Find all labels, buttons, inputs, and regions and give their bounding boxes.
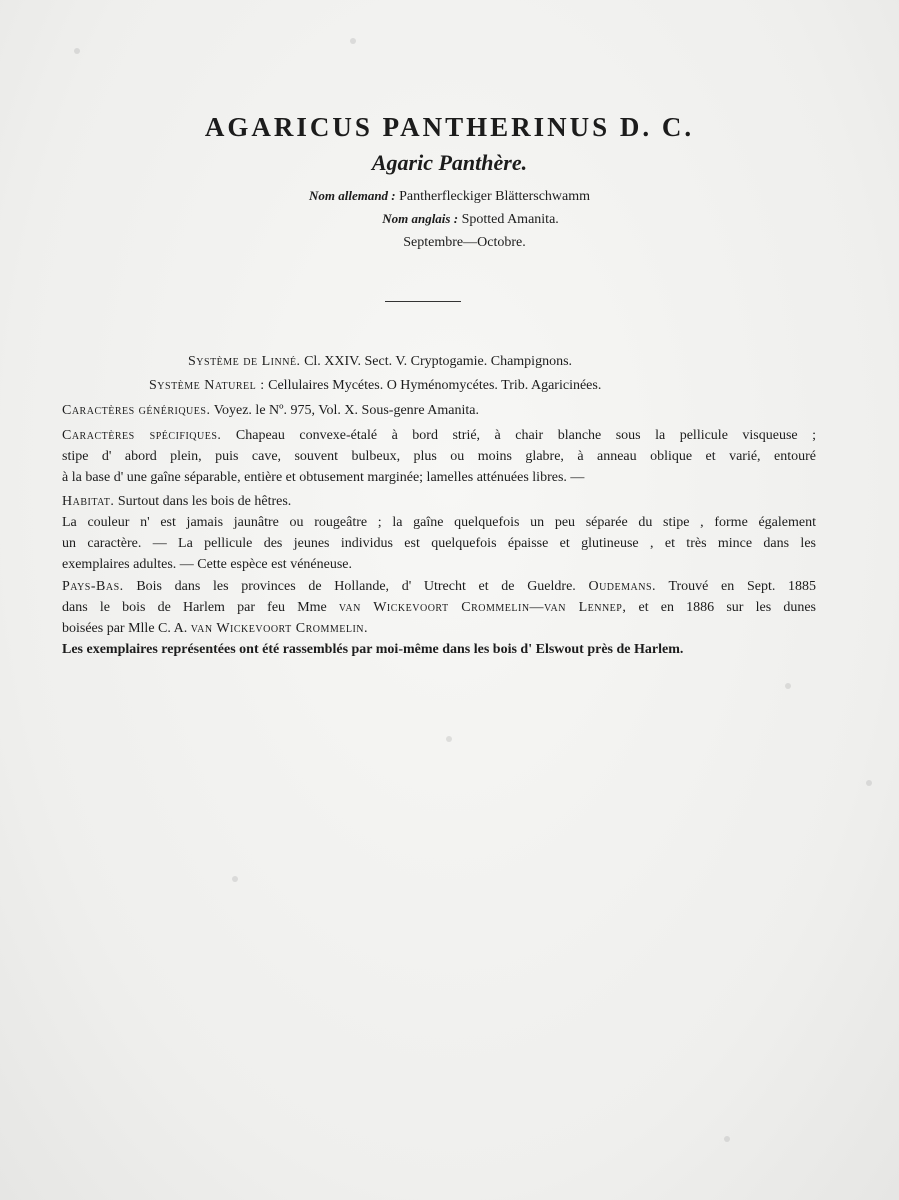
linne-line bbox=[188, 354, 572, 370]
linne-label: Système de Linné. bbox=[188, 354, 301, 369]
naturel-label: Système Naturel : bbox=[149, 378, 265, 393]
paysbas-text-3a: boisées par Mlle C. A. bbox=[62, 621, 188, 636]
naturel-text: Cellulaires Mycétes. O Hyménomycétes. Trib. Agaricinées. bbox=[268, 378, 602, 393]
german-label: Nom allemand : bbox=[308, 188, 396, 203]
specifiques-line-1 bbox=[62, 428, 816, 444]
specifiques-line-2: stipe d' abord plein, puis cave, souvent bulbeux, plus ou moins glabre, à anneau oblique et varié, entouré bbox=[62, 449, 816, 464]
couleur-line-3: exemplaires adultes. — Cette espèce est vénéneuse. bbox=[62, 557, 352, 572]
habitat-line bbox=[62, 494, 291, 510]
specifiques-line-3: à la base d' une gaîne séparable, entière et obtusement marginée; lamelles atténuées libres. — bbox=[62, 470, 585, 485]
generiques-label: Caractères génériques. bbox=[62, 403, 211, 418]
paysbas-line-1 bbox=[62, 579, 816, 595]
paper-speck bbox=[350, 38, 356, 44]
habitat-text: Surtout dans les bois de hêtres. bbox=[117, 494, 292, 509]
linne-text: Cl. XXIV. Sect. V. Cryptogamie. Champignons. bbox=[304, 354, 573, 369]
page-subtitle: Agaric Panthère. bbox=[371, 150, 528, 175]
paysbas-text-2b: et en 1886 sur les dunes bbox=[638, 600, 816, 615]
paysbas-name-2: van Wickevoort Crommelin—van Lennep, bbox=[338, 600, 627, 615]
generiques-text: Voyez. le Nº. 975, Vol. X. Sous-genre Amanita. bbox=[213, 403, 479, 418]
german-name-line bbox=[0, 188, 899, 205]
divider bbox=[385, 301, 461, 302]
habitat-label: Habitat. bbox=[62, 494, 115, 509]
paper-speck bbox=[724, 1136, 730, 1142]
closing-line: Les exemplaires représentées ont été rassemblés par moi-même dans les bois d' Elswout près de Harlem. bbox=[62, 642, 684, 657]
paysbas-name-3: van Wickevoort Crommelin. bbox=[190, 621, 369, 636]
paper-speck bbox=[866, 780, 872, 786]
paysbas-line-3 bbox=[62, 621, 368, 637]
couleur-line-2: un caractère. — La pellicule des jeunes individus est quelquefois épaisse et glutineuse , et très mince dans les bbox=[62, 536, 816, 551]
paysbas-line-2 bbox=[62, 600, 816, 616]
german-name: Pantherfleckiger Blätterschwamm bbox=[399, 189, 591, 204]
specifiques-label: Caractères spécifiques. bbox=[62, 428, 222, 443]
english-name-line bbox=[0, 211, 899, 228]
paysbas-text-2a: dans le bois de Harlem par feu Mme bbox=[62, 600, 327, 615]
paper-speck bbox=[232, 876, 238, 882]
english-name: Spotted Amanita. bbox=[461, 212, 559, 227]
generiques-line bbox=[62, 403, 479, 419]
paysbas-author: Oudemans. bbox=[588, 579, 657, 594]
paysbas-tail: Trouvé en Sept. 1885 bbox=[668, 579, 817, 594]
paper-speck bbox=[785, 683, 791, 689]
naturel-line bbox=[149, 378, 601, 394]
paysbas-label: Pays-Bas. bbox=[62, 579, 124, 594]
paysbas-text: Bois dans les provinces de Hollande, d' Utrecht et de Gueldre. bbox=[136, 579, 576, 594]
season-line: Septembre—Octobre. bbox=[403, 235, 526, 250]
paper-speck bbox=[446, 736, 452, 742]
page-title: AGARICUS PANTHERINUS D. C. bbox=[204, 112, 695, 142]
paper-speck bbox=[74, 48, 80, 54]
english-label: Nom anglais : bbox=[382, 211, 459, 226]
specifiques-text-1: Chapeau convexe-étalé à bord strié, à chair blanche sous la pellicule visqueuse ; bbox=[235, 428, 816, 443]
couleur-line-1: La couleur n' est jamais jaunâtre ou rougeâtre ; la gaîne quelquefois un peu séparée du stipe , forme également bbox=[62, 515, 816, 530]
